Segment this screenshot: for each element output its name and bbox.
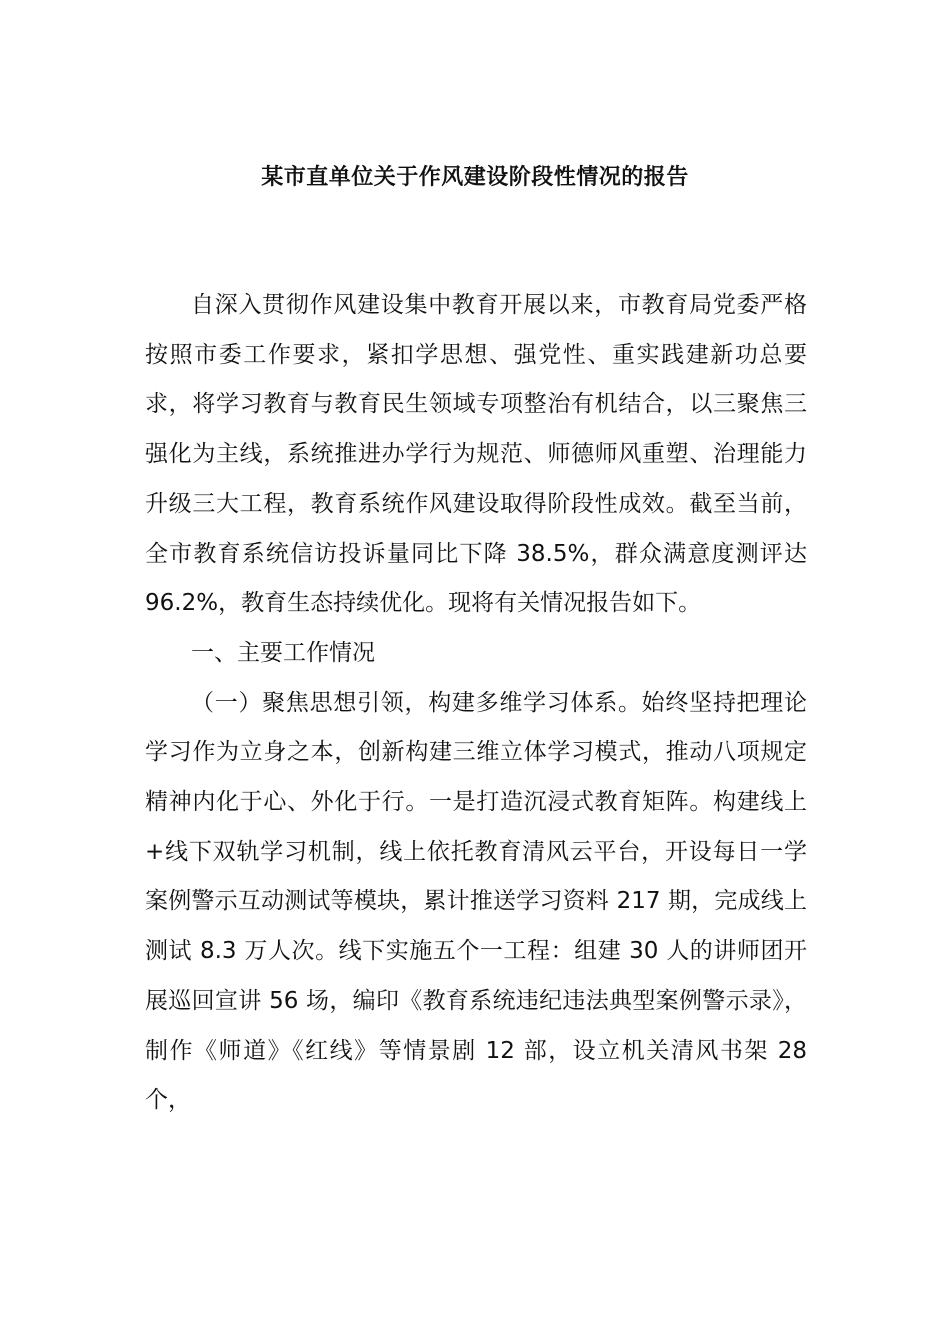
subsection-paragraph: （一）聚焦思想引领，构建多维学习体系。始终坚持把理论学习作为立身之本，创新构建三维立体学习模式，推动八项规定精神内化于心、外化于行。一是打造沉浸式教育矩阵。构建线上+线下双轨学习机制，线上依托教育清风云平台，开设每日一学案例警示互动测试等模块，累计推送学习资料 217 期，完成线上测试 8.3 万人次。线下实施五个一工程：组建 30 人的讲师团开展巡回宣讲 56 场，编印《教育系统违纪违法典型案例警示录》，制作《师道》《红线》等情景剧 12 部，设立机关清风书架 28 个， — [145, 689, 807, 1114]
section-heading: 一、主要工作情况 — [191, 639, 375, 666]
document-body — [145, 281, 807, 1126]
intro-paragraph: 自深入贯彻作风建设集中教育开展以来，市教育局党委严格按照市委工作要求，紧扣学思想、强党性、重实践建新功总要求，将学习教育与教育民生领域专项整治有机结合，以三聚焦三强化为主线，系统推进办学行为规范、师德师风重塑、治理能力升级三大工程，教育系统作风建设取得阶段性成效。截至当前，全市教育系统信访投诉量同比下降 38.5%，群众满意度测评达 96.2%，教育生态持续优化。现将有关情况报告如下。 — [145, 292, 807, 617]
document-title: 某市直单位关于作风建设阶段性情况的报告 — [261, 165, 689, 190]
